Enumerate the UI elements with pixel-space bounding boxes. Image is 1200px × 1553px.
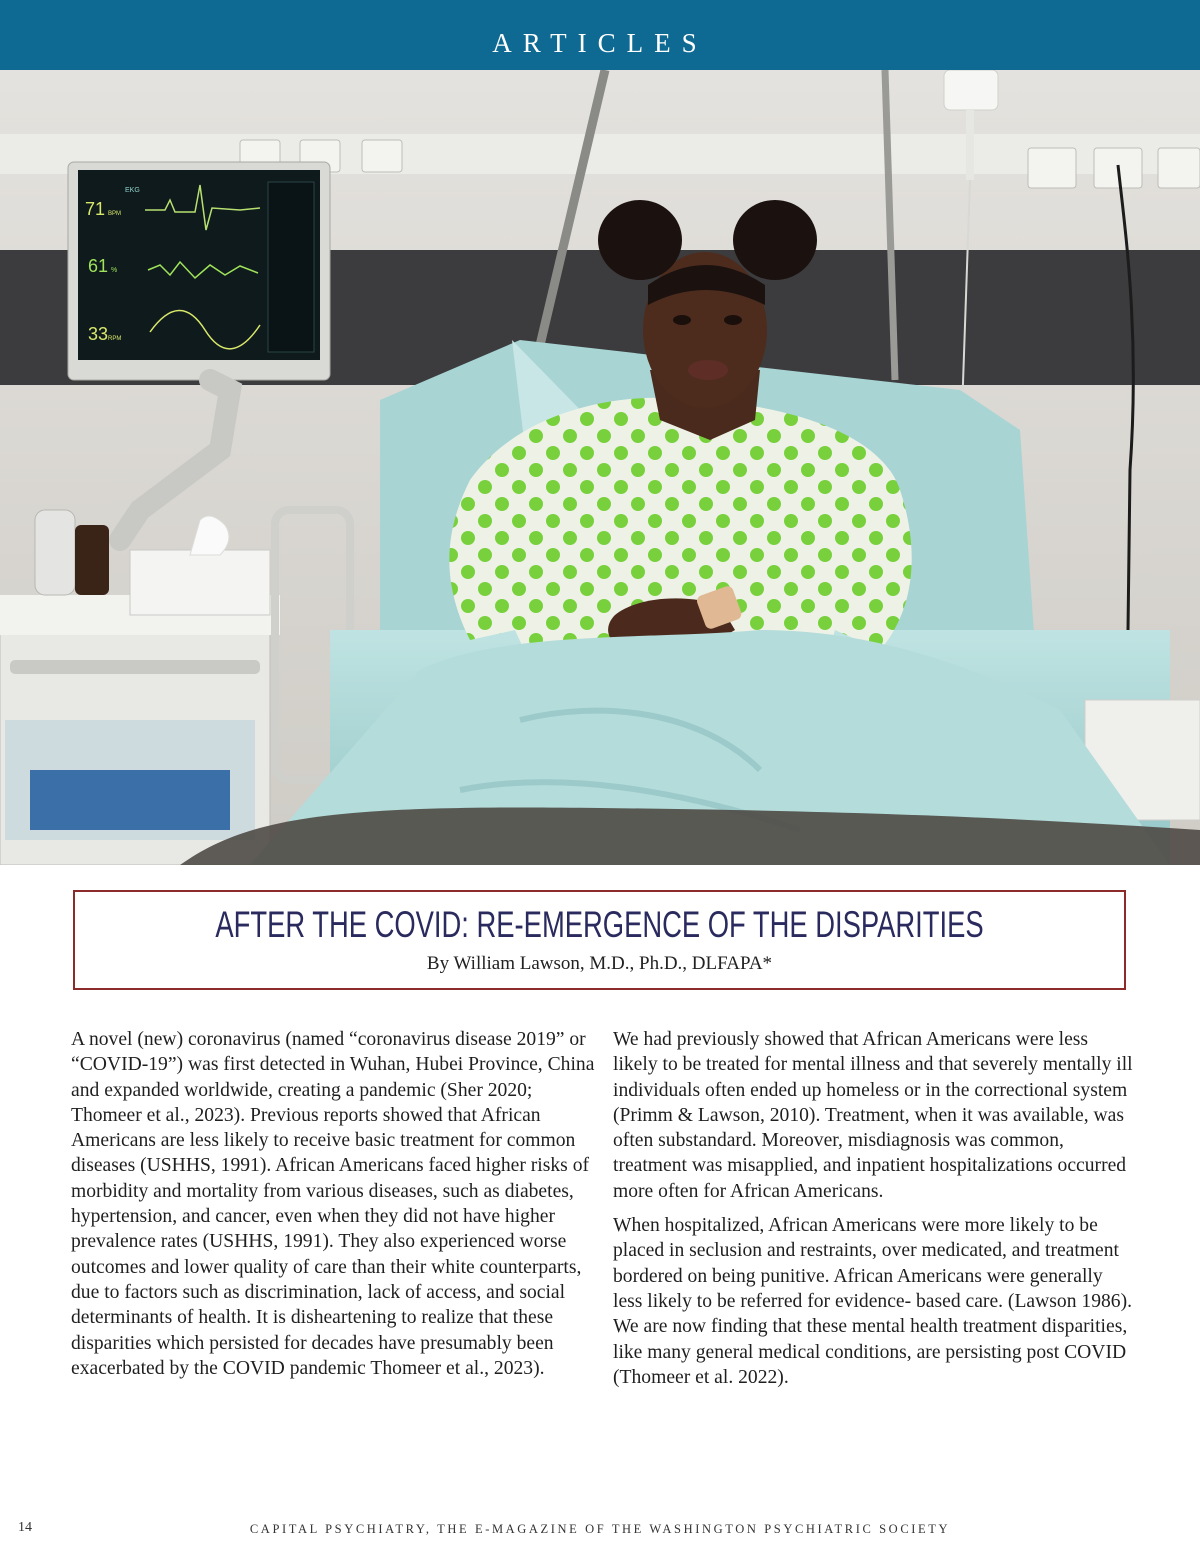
left-paragraph-1: A novel (new) coronavirus (named “coronavirus disease 2019” or “COVID-19”) was first detected in Wuhan, Hubei Province, China and expanded worldwide, creating a pandemic (Sher 2020; Thomeer et al., 2023). Previous reports showed that African Americans are less likely to receive basic treatment for common diseases (USHHS, 1991). African Americans faced higher risks of morbidity and mortality from various diseases, such as diabetes, hypertension, and cancer, even when they did not have higher prevalence rates (USHHS, 1991). They also experienced worse outcomes and lower quality of care than their white counterparts, due to factors such as discrimination, lack of access, and social determinants of health. It is disheartening to realize that these disparities which persisted for decades have presumably been exacerbated by the COVID pandemic Thomeer et al., 2023).	[71, 1029, 595, 1379]
monitor-label-ekg: EKG	[125, 187, 140, 194]
monitor-label-percent: %	[111, 267, 118, 274]
monitor-readout-bpm: 71	[85, 199, 106, 219]
section-label: ARTICLES	[492, 28, 708, 58]
right-paragraph-1: We had previously showed that African Americans were less likely to be treated for mental illness and that severely mentally ill individuals often ended up homeless or in the correctional system (Primm & Lawson, 2010). Treatment, when it was available, was often substandard. Moreover, misdiagnosis was common, treatment was misapplied, and inpatient hospitalizations occurred more often for African Americans.	[613, 1029, 1133, 1202]
article-right-column	[613, 1027, 1133, 1399]
page-number: 14	[18, 1520, 32, 1535]
monitor-readout-rpm: 33	[88, 324, 109, 344]
publication-footer: CAPITAL PSYCHIATRY, THE E-MAGAZINE OF THE WASHINGTON PSYCHIATRIC SOCIETY	[249, 1522, 951, 1536]
article-left-column	[71, 1027, 601, 1390]
article-byline: By William Lawson, M.D., Ph.D., DLFAPA*	[426, 952, 773, 974]
article-title: AFTER THE COVID: RE-EMERGENCE OF THE DISPARITIES	[215, 904, 984, 945]
hero-photo	[0, 70, 1200, 865]
article-title-box	[73, 890, 1126, 990]
monitor-label-rpm: RPM	[108, 336, 122, 342]
monitor-readout-spo2: 61	[88, 256, 109, 276]
monitor-label-bpm: BPM	[108, 211, 122, 217]
section-banner	[0, 0, 1200, 70]
hospital-patient-photo	[0, 70, 1200, 865]
right-paragraph-2: When hospitalized, African Americans were more likely to be placed in seclusion and restraints, over medicated, and treatment bordered on being punitive. African Americans were generally less likely to be referred for evidence- based care. (Lawson 1986). We are now finding that these mental health treatment disparities, like many general medical conditions, are persisting post COVID (Thomeer et al. 2022).	[613, 1215, 1133, 1388]
